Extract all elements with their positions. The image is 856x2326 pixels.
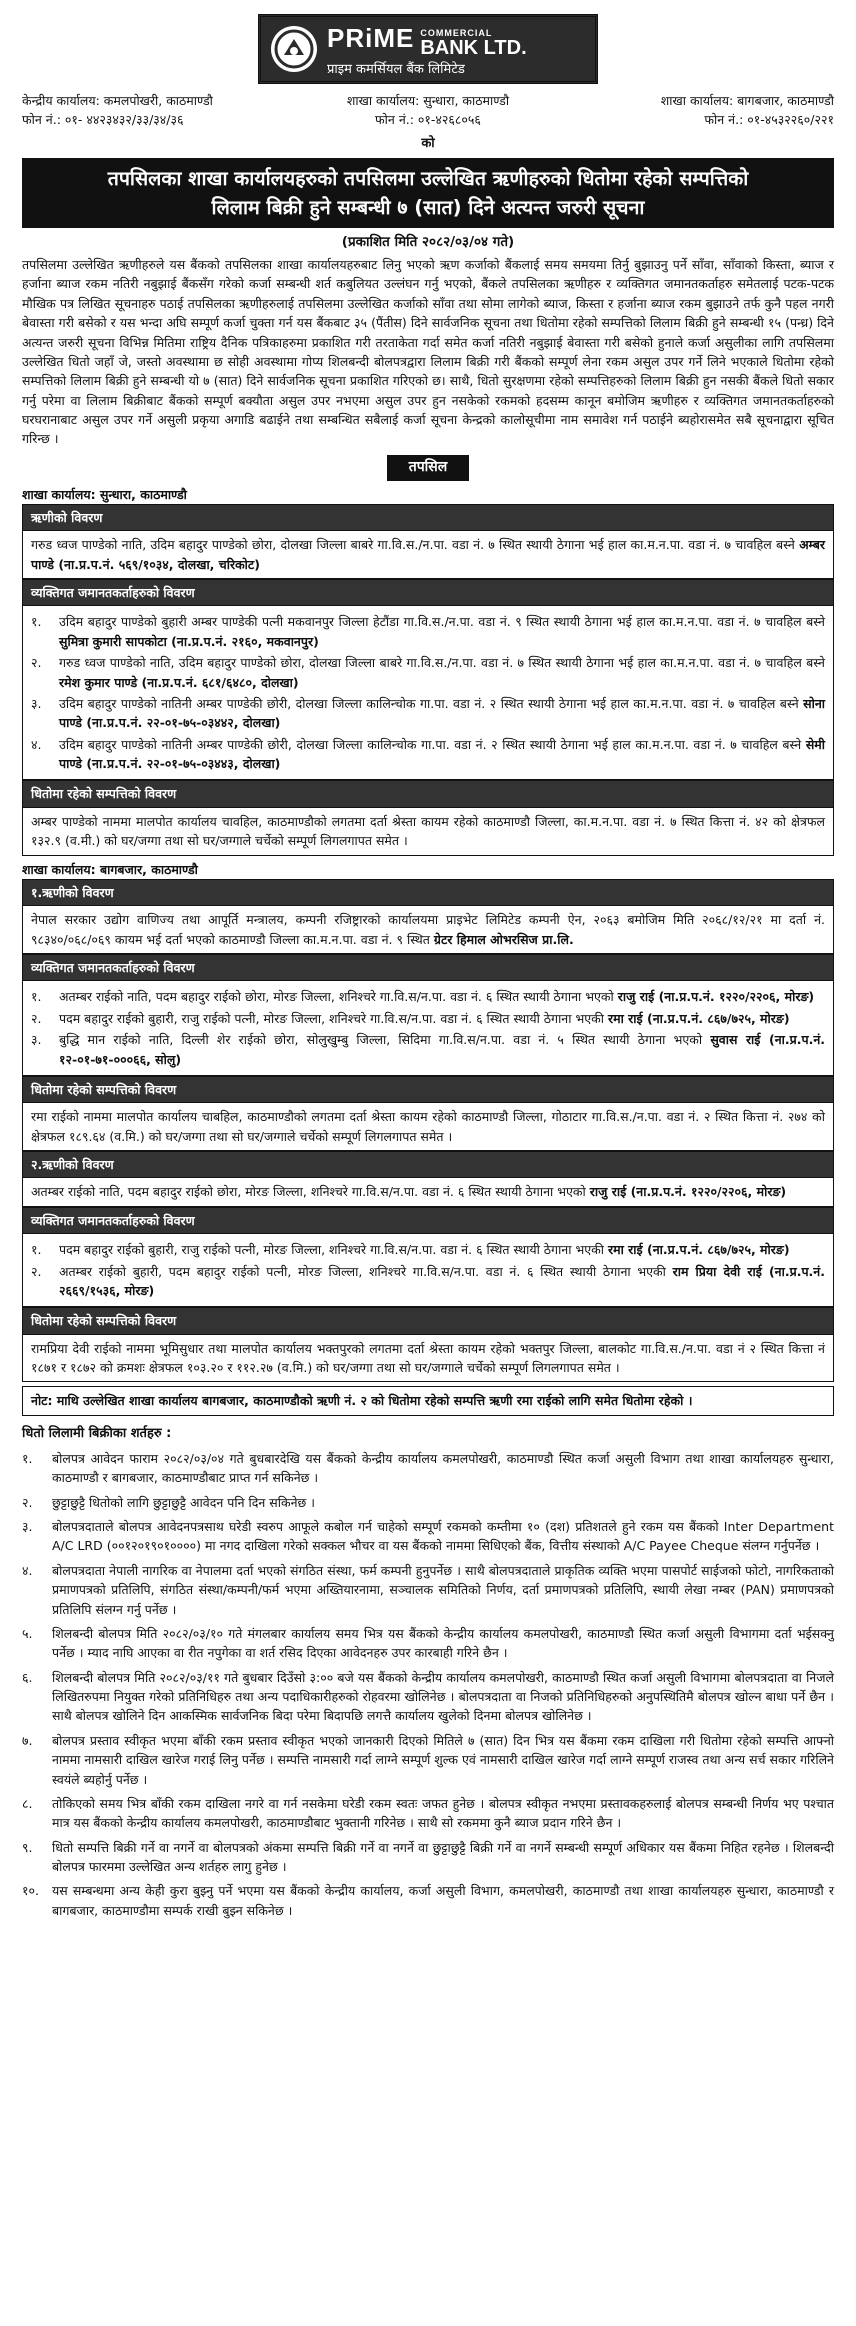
list-item (31, 1262, 825, 1301)
item-text: पदम बहादुर राईको बुहारी, राजु राईको पत्नी, मोरङ जिल्ला, शनिश्चरे गा.वि.स/न.पा. वडा नं. ६ स्थित स्थायी ठेगाना भएकी (59, 1010, 604, 1026)
borrower-text: अतम्बर राईको नाति, पदम बहादुर राईको छोरा, मोरङ जिल्ला, शनिश्चरे गा.वि.स/न.पा. वडा नं. ६ स्थित स्थायी ठेगाना भएको (31, 1184, 586, 1200)
item-name: रमा राई (ना.प्र.प.नं. ८६७/७२५, मोरङ) (607, 1010, 790, 1026)
list-item (31, 735, 825, 774)
borrower-details (22, 531, 834, 579)
bank-emblem-icon (271, 26, 317, 72)
term-item (22, 1668, 834, 1726)
item-number: १. (31, 1242, 42, 1258)
list-item (31, 653, 825, 692)
publication-date: (प्रकाशित मिति २०८२/०३/०४ गते) (341, 234, 515, 251)
borrower-text: गरुड ध्वज पाण्डेको नाति, उदिम बहादुर पाण्डेको छोरा, दोलखा जिल्ला बाबरे गा.वि.स./न.पा. वडा नं. ७ स्थित स्थायी ठेगाना भई हाल का.म.न.पा. वडा नं. ७ चावहिल बस्ने (31, 537, 795, 553)
brand-commercial: COMMERCIAL (420, 28, 493, 39)
borrower-1-heading: १.ऋणीको विवरण (22, 879, 834, 906)
borrower-1-details (22, 906, 834, 954)
item-text: उदिम बहादुर पाण्डेको बुहारी अम्बर पाण्डेकी पत्नी मकवानपुर जिल्ला हेटौंडा गा.वि.स./न.पा. वडा नं. ९ स्थित स्थायी ठेगाना भई हाल का.म.न.पा. वडा नं. ७ चावहिल बस्ने (59, 614, 825, 630)
term-item (22, 1624, 834, 1663)
borrower-name: राजु राई (ना.प्र.प.नं. १२२०/२२०६, मोरङ) (589, 1184, 787, 1200)
office-name: शाखा कार्यालय: बागबजार, काठमाण्डौ (660, 93, 834, 108)
item-number: ४. (31, 736, 42, 752)
guarantor-2-heading: व्यक्तिगत जमानतकर्ताहरुको विवरण (22, 1207, 834, 1234)
term-text: धितो सम्पत्ति बिक्री गर्ने वा नगर्ने वा बोलपत्रको अंकमा सम्पत्ति बिक्री गर्ने वा नगर्ने वा छुट्टाछुट्टै बिक्री गर्ने वा नगर्ने सम्बन्धी सम्पूर्ण अधिकार यस बैंकमा निहित रहनेछ । शिलबन्दी बोलपत्र फारममा उल्लेखित अन्य शर्तहरु लागु हुनेछ । (52, 1839, 834, 1875)
ko-word: को (421, 135, 435, 151)
borrower-text: नेपाल सरकार उद्योग वाणिज्य तथा आपूर्ति मन्त्रालय, कम्पनी रजिष्ट्रारको कार्यालयमा प्राइभेट लिमिटेड कम्पनी ऐन, २०६३ बमोजिम मिति २०६८/१२/२१ मा दर्ता नं. ९८३४०/०६८/०६९ कायम भई दर्ता भएको काठमाण्डौ जिल्ला का.म.न.पा. वडा नं. ९ स्थित (31, 912, 825, 947)
term-item (22, 1881, 834, 1920)
office-bagbazar (574, 92, 834, 130)
guarantor-1-list (22, 981, 834, 1076)
property-2-details: रामप्रिया देवी राईको नाममा भूमिसुधार तथा मालपोत कार्यालय भक्तपुरको लगतमा दर्ता श्रेस्ता कायम रहेको भक्तपुर जिल्ला, बालकोट गा.वि.स./न.पा. वडा नं २ स्थित कित्ता नं १८७१ र १८७२ को क्रमशः क्षेत्रफल १०३.२० र ११२.२७ (व.मि.) को घर/जग्गा तथा सो घर/जग्गाले चर्चेको सम्पूर्ण लिगलगापत समेत । (22, 1335, 834, 1383)
note-box: नोट: माथि उल्लेखित शाखा कार्यालय बागबजार, काठमाण्डौको ऋणी नं. २ को धितोमा रहेको सम्पत्ति ऋणी रमा राईको लागि समेत धितोमा रहेको । (22, 1386, 834, 1415)
term-text: तोकिएको समय भित्र बाँकी रकम दाखिला नगरे वा गर्न नसकेमा घरेडी रकम स्वतः जफत हुनेछ । बोलपत्र स्वीकृत नभएमा प्रस्तावकहरुलाई बोलपत्र सम्बन्धी निर्णय भए पश्चात मात्र यस बैंकको केन्द्रीय कार्यालय कमलपोखरी, काठमाण्डौबाट भुक्तानी गरिनेछ । साथै सो रकममा कुनै ब्याज प्रदान गरिने छैन । (52, 1795, 834, 1831)
term-text: बोलपत्र आवेदन फाराम २०८२/०३/०४ गते बुधबारदेखि यस बैंकको केन्द्रीय कार्यालय कमलपोखरी, काठमाण्डौ स्थित कर्जा असुली विभाग तथा शाखा कार्यालयहरु सुन्धारा, काठमाण्डौ र बागबजार, काठमाण्डौबाट प्राप्त गर्न सकिनेछ । (52, 1450, 834, 1486)
item-number: २. (31, 655, 42, 671)
item-text: पदम बहादुर राईको बुहारी, राजु राईको पत्नी, मोरङ जिल्ला, शनिश्चरे गा.वि.स/न.पा. वडा नं. ६ स्थित स्थायी ठेगाना भएकी (59, 1242, 604, 1258)
item-text: बुद्धि मान राईको नाति, दिल्ली शेर राईको छोरा, सोलुखुम्बु जिल्ला, सिदिमा गा.वि.स/न.पा. वडा नं. ५ स्थित स्थायी ठेगाना भएको (59, 1032, 703, 1048)
item-name: रमेश कुमार पाण्डे (ना.प्र.प.नं. ६८१/६४८०, दोलखा) (59, 674, 299, 690)
office-phone: फोन नं.: ०१-४५३२२६०/२२१ (704, 111, 834, 127)
term-number: ५. (22, 1625, 33, 1641)
bank-logo (258, 14, 598, 84)
property-2-heading: धितोमा रहेको सम्पत्तिको विवरण (22, 1307, 834, 1334)
item-text: अतम्बर राईको बुहारी, पदम बहादुर राईको पत्नी, मोरङ जिल्ला, शनिश्चरे गा.वि.स/न.पा. वडा नं. ६ स्थित स्थायी ठेगाना भएकी (59, 1263, 666, 1279)
office-sundhara (298, 92, 558, 130)
notice-heading (22, 158, 834, 229)
item-name: सोना पाण्डे (ना.प्र.प.नं. २२-०१-७५-०३४४२, दोलखा) (59, 695, 825, 731)
property-details: अम्बर पाण्डेको नाममा मालपोत कार्यालय चावहिल, काठमाण्डौको लगतमा दर्ता श्रेस्ता कायम रहेको काठमाण्डौ जिल्ला, का.म.न.पा. वडा नं. ७ स्थित कित्ता नं. ४२ को क्षेत्रफल १३२.९ (व.मी.) को घर/जग्गा तथा सो घर/जग्गाले चर्चेको सम्पूर्ण लिगलगापत समेत । (22, 808, 834, 856)
term-number: ४. (22, 1562, 33, 1578)
borrower-2-heading: २.ऋणीको विवरण (22, 1151, 834, 1178)
item-text: उदिम बहादुर पाण्डेको नातिनी अम्बर पाण्डेकी छोरी, दोलखा जिल्ला कालिन्चोक गा.पा. वडा नं. २ स्थित स्थायी ठेगाना भई हाल का.म.न.पा. वडा नं. ७ चावहिल बस्ने (59, 736, 802, 752)
item-name: राजु राई (ना.प्र.प.नं. १२२०/२२०६, मोरङ) (617, 989, 815, 1005)
term-item (22, 1561, 834, 1619)
guarantor-heading: व्यक्तिगत जमानतकर्ताहरुको विवरण (22, 579, 834, 606)
term-number: १०. (22, 1883, 39, 1899)
guarantor-list (22, 606, 834, 780)
term-text: शिलबन्दी बोलपत्र मिति २०८२/०३/११ गते बुधबार दिउँसो ३:०० बजे यस बैंकको केन्द्रीय कार्यालय कमलपोखरी, काठमाण्डौ स्थित कर्जा असुली विभागमा बोलपत्रदाता वा निजले लिखितरुपमा नियुक्त गरेको प्रतिनिधिहरु तथा अन्य पदाधिकारीहरुको रोहवरमा खोलिनेछ । बोलपत्रदाता वा निजको प्रतिनिधिहरुको अनुपस्थितिमै बोलपत्र खोल्न बाधा पर्ने छैन । साथै बोलपत्र खोलिने दिन आकस्मिक सार्वजनिक बिदा परेमा बिदापछि लगत्तै कार्यालय खुलेको दिनमा बोलपत्र खोलिनेछ । (52, 1669, 834, 1724)
list-item (31, 1030, 825, 1069)
term-text: शिलबन्दी बोलपत्र मिति २०८२/०३/१० गते मंगलबार कार्यालय समय भित्र यस बैंकको केन्द्रीय कार्यालय कमलपोखरी, काठमाण्डौ स्थित कर्जा असुली विभागमा दर्ता भईसक्नु पर्नेछ । म्याद नाघि आएका वा रीत नपुगेका वा शर्त रसिद दिएका आवेदनहरु उपर कारबाही गरिने छैन । (52, 1625, 834, 1661)
branch-label-sundhara: शाखा कार्यालय: सुन्धारा, काठमाण्डौ (22, 486, 187, 502)
term-item (22, 1493, 834, 1512)
office-name: केन्द्रीय कार्यालय: कमलपोखरी, काठमाण्डौ (22, 93, 213, 108)
brand-nepali-name: प्राइम कमर्सियल बैंक लिमिटेड (327, 62, 465, 78)
heading-line-2: लिलाम बिक्री हुने सम्बन्धी ७ (सात) दिने अत्यन्त जरुरी सूचना (211, 195, 645, 219)
term-text: बोलपत्र प्रस्ताव स्वीकृत भएमा बाँकी रकम प्रस्ताव स्वीकृत भएको जानकारी दिएको मितिले ७ (सात) दिन भित्र यस बैंकमा रकम दाखिला गरी धितोमा रहेको सम्पत्ति आफ्नो नाममा नामसारी दाखिल खारेज गराई लिनु पर्नेछ । सम्पत्ति नामसारी गर्दा लाग्ने सम्पूर्ण शुल्क एवं नामसारी दाखिल खारेज गर्दा लाग्ने सम्पूर्ण राजस्व तथा अन्य सर्च सकार गरिलिने स्वयंले ब्यहोर्नु पर्नेछ । (52, 1732, 834, 1787)
term-item (22, 1517, 834, 1556)
list-item (31, 987, 825, 1006)
property-1-heading: धितोमा रहेको सम्पत्तिको विवरण (22, 1076, 834, 1103)
list-item (31, 694, 825, 733)
heading-line-1: तपसिलका शाखा कार्यालयहरुको तपसिलमा उल्लेखित ऋणीहरुको धितोमा रहेको सम्पत्तिको (107, 166, 749, 190)
terms-title: धितो लिलामी बिक्रीका शर्तहरु : (22, 1425, 172, 1441)
item-name: सुमित्रा कुमारी सापकोटा (ना.प्र.प.नं. २१६०, मकवानपुर) (59, 633, 319, 649)
property-heading: धितोमा रहेको सम्पत्तिको विवरण (22, 780, 834, 807)
property-1-details: रमा राईको नाममा मालपोत कार्यालय चाबहिल, काठमाण्डौको लगतमा दर्ता श्रेस्ता कायम रहेको काठमाण्डौ जिल्ला, गोठाटार गा.वि.स./न.पा. वडा नं. २ स्थित कित्ता नं. २७४ को क्षेत्रफल १८९.६४ (व.मि.) को घर/जग्गा तथा सो घर/जग्गाले चर्चेको सम्पूर्ण लिगलगापत समेत । (22, 1103, 834, 1151)
item-text: गरुड ध्वज पाण्डेको नाति, उदिम बहादुर पाण्डेको छोरा, दोलखा जिल्ला बाबरे गा.वि.स./न.पा. वडा नं. ७ स्थित स्थायी ठेगाना भई हाल का.म.न.पा. वडा नं. ७ चावहिल बस्ने (59, 655, 825, 671)
guarantor-1-heading: व्यक्तिगत जमानतकर्ताहरुको विवरण (22, 954, 834, 981)
brand-bank: BANK LTD. (420, 37, 527, 60)
branch-label-bagbazar: शाखा कार्यालय: बागबजार, काठमाण्डौ (22, 861, 198, 877)
term-number: ६. (22, 1669, 33, 1685)
term-item (22, 1794, 834, 1833)
terms-list (22, 1449, 834, 1920)
item-name: राम प्रिया देवी राई (ना.प्र.प.नं. २६६९/१५३६, मोरङ) (59, 1263, 825, 1298)
brand-name: PRiME (327, 22, 415, 53)
item-name: रमा राई (ना.प्र.प.नं. ८६७/७२५, मोरङ) (607, 1242, 790, 1258)
list-item (31, 1240, 825, 1259)
guarantor-2-list (22, 1234, 834, 1307)
borrower-name: ग्रेटर हिमाल ओभरसिज प्रा.लि. (433, 931, 574, 947)
office-name: शाखा कार्यालय: सुन्धारा, काठमाण्डौ (346, 93, 510, 108)
list-item (31, 1009, 825, 1028)
office-phone: फोन नं.: ०१- ४४२३४३२/३३/३४/३६ (22, 111, 184, 127)
item-text: उदिम बहादुर पाण्डेको नातिनी अम्बर पाण्डेकी छोरी, दोलखा जिल्ला कालिन्चोक गा.पा. वडा नं. २ स्थित स्थायी ठेगाना भई हाल का.म.न.पा. वडा नं. ७ चावहिल बस्ने (59, 695, 799, 711)
borrower-2-details (22, 1178, 834, 1206)
item-number: १. (31, 614, 42, 630)
term-number: १. (22, 1450, 33, 1466)
term-number: ३. (22, 1519, 33, 1535)
term-item (22, 1449, 834, 1488)
office-phone: फोन नं.: ०१-४२६८०५६ (375, 111, 481, 127)
term-number: २. (22, 1494, 33, 1510)
term-item (22, 1731, 834, 1789)
item-number: १. (31, 989, 42, 1005)
borrower-name: अम्बर पाण्डे (ना.प्र.प.नं. ५६९/१०३४, दोलखा, चरिकोट) (31, 537, 825, 572)
office-contacts (22, 92, 834, 130)
office-central (22, 92, 282, 130)
term-text: बोलपत्रदाताले बोलपत्र आवेदनपत्रसाथ घरेडी स्वरुप आफूले कबोल गर्न चाहेको सम्पूर्ण रकमको कम्तीमा १० (दश) प्रतिशतले हुने रकम यस बैंकको Inter Department A/C LRD (००१२०१९०१००००) मा नगद दाखिला गरेको सक्कल भौचर वा यस बैंकको नाममा सिधिएको बैंक, वित्तीय संस्थाको A/C Payee Cheque संलग्न गर्नुपर्नेछ । (52, 1519, 834, 1554)
item-name: सेमी पाण्डे (ना.प्र.प.नं. २२-०१-७५-०३४४३, दोलखा) (59, 736, 825, 771)
item-name: सुवास राई (ना.प्र.प.नं. १२-०१-७१-०००६६, सोलु) (59, 1032, 826, 1067)
term-number: ९. (22, 1839, 33, 1855)
schedule-label: तपसिल (387, 455, 470, 481)
item-number: २. (31, 1263, 42, 1279)
term-item (22, 1838, 834, 1877)
term-number: ७. (22, 1732, 33, 1748)
item-number: ३. (31, 1032, 42, 1048)
list-item (31, 612, 825, 651)
term-number: ८. (22, 1795, 33, 1811)
intro-paragraph: तपसिलमा उल्लेखित ऋणीहरुले यस बैंकको तपसिलका शाखा कार्यालयहरुबाट लिनु भएको ऋण कर्जाको बैंकलाई समय समयमा तिर्नु बुझाउनु पर्ने साँवा, साँवाको किस्ता, ब्याज र हर्जाना ब्याज रकम नतिरी नबुझाई बैंकसँग गरेको कर्जा सम्बन्धी शर्त कबुलियत उल्लंघन गर्नु भएको, बैंकले तपसिलका ऋणीहरु र व्यक्तिगत जमानतकर्ताहरु समेतलाई पटक-पटक मौखिक पत्र लिखित सूचनाहरु पठाई तपसिलका ऋणीहरुलाई तपसिलमा उल्लेखित कर्जाको साँवा तथा सोमा लागेको ब्याज, किस्ता र हर्जाना ब्याज रकम बुझाउने तर्फ कुनै पहल नगरी बेवास्ता गरी बसेको र यस भन्दा अघि सम्पूर्ण कर्जा चुक्ता गर्न यस बैंकबाट ३५ (पैंतीस) दिने सार्वजनिक सूचना तथा धितोमा रहेको सम्पत्तिको लिलाम बिक्री हुने सम्बन्धी १५ (पन्ध्र) दिने अत्यन्त जरुरी सूचना विभिन्न मितिमा राष्ट्रिय दैनिक पत्रिकाहरुमा प्रकाशित गरी तरताकेता गर्दा समेत कर्जा नतिरी नबुझाई बेवास्ता गरी बसेको हुनाले कर्जा असुलीका लागि तपसिलमा उल्लेखित धितो जहाँ जे, जस्तो अवस्थामा छ सोही अवस्थामा गोप्य शिलबन्दी बोलपत्रद्वारा लिलाम बिक्री गरी बैंकको सम्पूर्ण लेना रकम असुल उपर गर्ने लिने भएकाले धितोमा रहेको सम्पत्तिको लिलाम बिक्री हुने सम्बन्धी यो ७ (सात) दिने सार्वजनिक सूचना प्रकाशित गरिएको छ। साथै, धितो सुरक्षणमा रहेको सम्पत्तिहरुको लिलाम बिक्री हुन नसकी बैंकले धितो सकार गर्नु परेमा वा लिलाम बिक्रीबाट बैंकको सम्पूर्ण बक्यौता असुल उपर नभएमा असुल उपर हुन नसकेको रकमको हदसम्म कानून बमोजिम ऋणीहरु र व्यक्तिगत जमानतकर्ताहरुको घरघरानाबाट असुल उपर गर्ने असुली प्रकृया अगाडि बढाईने तथा सम्बन्धित सबैलाई कर्जा सूचना केन्द्रको कालोसूचीमा नाम समावेश गर्न पठाईने ब्यहोरासमेत सबै सूचनाद्वारा सूचित गरिन्छ । (22, 257, 834, 447)
borrower-heading: ऋणीको विवरण (22, 504, 834, 531)
term-text: छुट्टाछुट्टै धितोको लागि छुट्टाछुट्टै आवेदन पनि दिन सकिनेछ । (52, 1494, 315, 1510)
item-text: अतम्बर राईको नाति, पदम बहादुर राईको छोरा, मोरङ जिल्ला, शनिश्चरे गा.वि.स/न.पा. वडा नं. ६ स्थित स्थायी ठेगाना भएको (59, 989, 614, 1005)
term-text: यस सम्बन्धमा अन्य केही कुरा बुझ्नु पर्ने भएमा यस बैंकको केन्द्रीय कार्यालय, कर्जा असुली विभाग, कमलपोखरी, काठमाण्डौ तथा शाखा कार्यालयहरु सुन्धारा, काठमाण्डौ र बागबजार, काठमाण्डौमा सम्पर्क राखी बुझ्न सकिनेछ । (52, 1883, 834, 1918)
item-number: ३. (31, 695, 42, 711)
item-number: २. (31, 1010, 42, 1026)
term-text: बोलपत्रदाता नेपाली नागरिक वा नेपालमा दर्ता भएको संगठित संस्था, फर्म कम्पनी हुनुपर्नेछ । साथै बोलपत्रदाताले प्राकृतिक व्यक्ति भएमा पासपोर्ट साईजको फोटो, नागरिकताको प्रमाणपत्रको प्रतिलिपि, संगठित संस्था/कम्पनी/फर्म भएमा अख्तियारनामा, सञ्चालक समितिको निर्णय, दर्ता प्रमाणपत्रको प्रतिलिपि, स्थायी लेखा नम्बर (PAN) प्रमाणपत्रको प्रतिलिपि संलग्न गर्नु पर्नेछ । (52, 1562, 834, 1617)
